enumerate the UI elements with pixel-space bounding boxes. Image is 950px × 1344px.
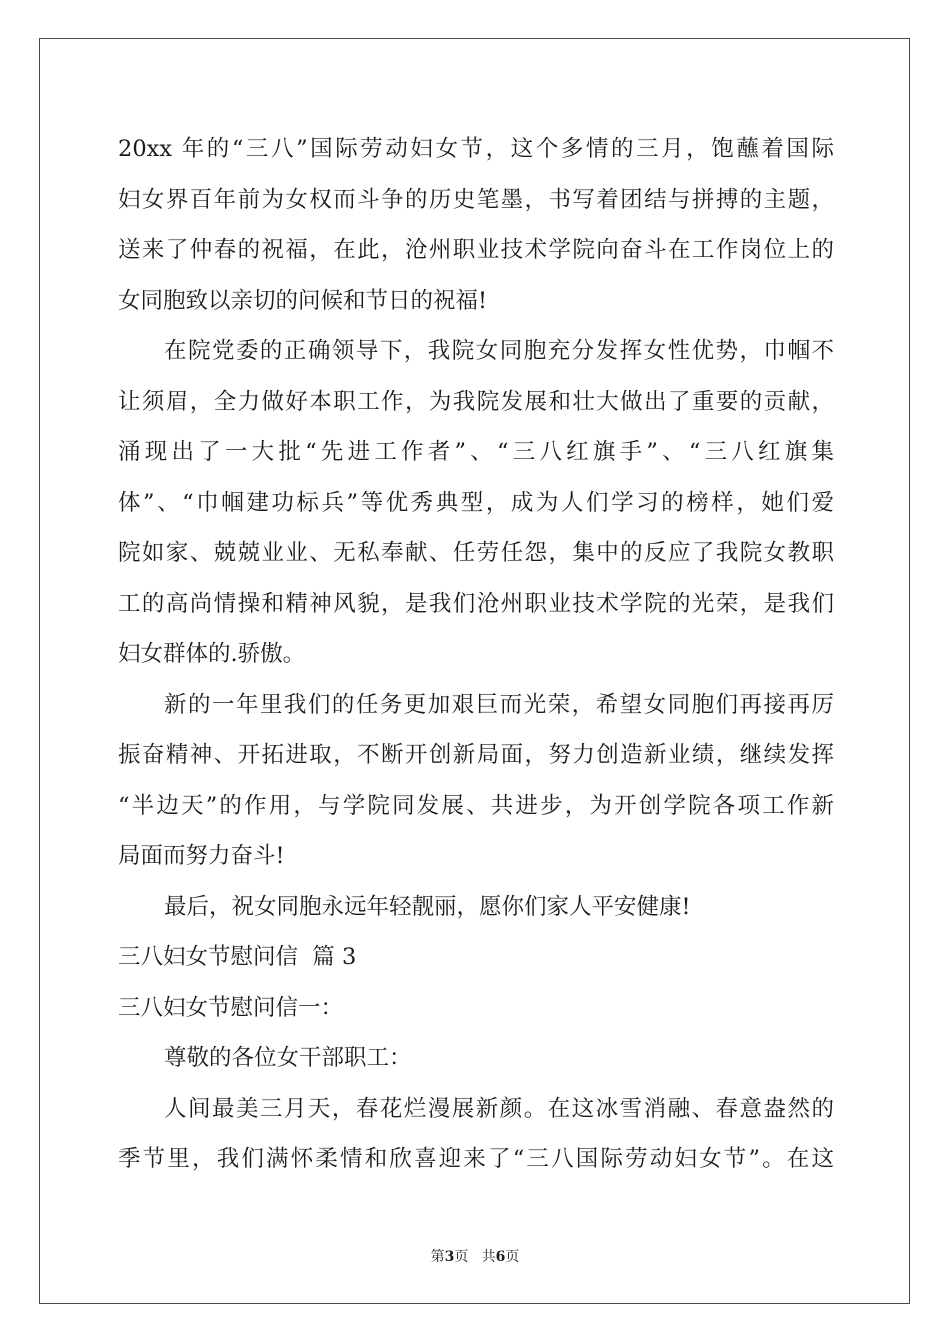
text-line: 新的一年里我们的任务更加艰巨而光荣，希望女同胞们再接再厉 — [164, 691, 834, 718]
page-unit: 页 — [454, 1249, 469, 1265]
text-line: “半边天”的作用，与学院同发展、共进步，为开创学院各项工作新 — [118, 792, 834, 819]
total-prefix: 共 — [481, 1249, 496, 1265]
section-heading: 三八妇女节慰问信 篇 3 — [118, 944, 357, 970]
total-unit: 页 — [505, 1249, 520, 1265]
letter-title: 三八妇女节慰问信一： — [118, 994, 344, 1021]
text-line: 妇女界百年前为女权而斗争的历史笔墨，书写着团结与拼搏的主题， — [118, 186, 834, 213]
text-line: 在院党委的正确领导下，我院女同胞充分发挥女性优势，巾帼不 — [164, 338, 834, 364]
text-line: 院如家、兢兢业业、无私奉献、任劳任怨，集中的反应了我院女教职 — [118, 540, 834, 566]
page-number: 3 — [444, 1249, 455, 1265]
text-line: 局面而努力奋斗! — [118, 843, 285, 869]
text-line: 20xx 年的“三八”国际劳动妇女节，这个多情的三月，饱蘸着国际 — [118, 136, 834, 162]
text-line: 妇女群体的.骄傲。 — [118, 641, 306, 667]
text-line: 工的高尚情操和精神风貌，是我们沧州职业技术学院的光荣，是我们 — [118, 590, 834, 617]
text-line: 送来了仲春的祝福，在此，沧州职业技术学院向奋斗在工作岗位上的 — [118, 237, 834, 263]
salutation: 尊敬的各位女干部职工： — [164, 1045, 412, 1071]
total-pages: 6 — [495, 1249, 506, 1265]
text-line: 振奋精神、开拓进取，不断开创新局面，努力创造新业绩，继续发挥 — [118, 742, 834, 768]
text-line: 人间最美三月天，春花烂漫展新颜。在这冰雪消融、春意盎然的 — [164, 1095, 834, 1122]
document-body — [118, 124, 834, 1185]
text-line: 体”、“巾帼建功标兵”等优秀典型，成为人们学习的榜样，她们爱 — [118, 489, 834, 516]
text-line: 季节里，我们满怀柔情和欣喜迎来了“三八国际劳动妇女节”。在这 — [118, 1146, 834, 1172]
page-prefix: 第 — [430, 1249, 445, 1265]
text-line: 涌现出了一大批“先进工作者”、“三八红旗手”、“三八红旗集 — [118, 439, 834, 465]
text-line: 让须眉，全力做好本职工作，为我院发展和壮大做出了重要的贡献， — [118, 388, 834, 415]
text-line: 女同胞致以亲切的问候和节日的祝福! — [118, 287, 488, 314]
page-footer — [0, 1248, 950, 1266]
text-line: 最后，祝女同胞永远年轻靓丽，愿你们家人平安健康! — [164, 893, 691, 920]
